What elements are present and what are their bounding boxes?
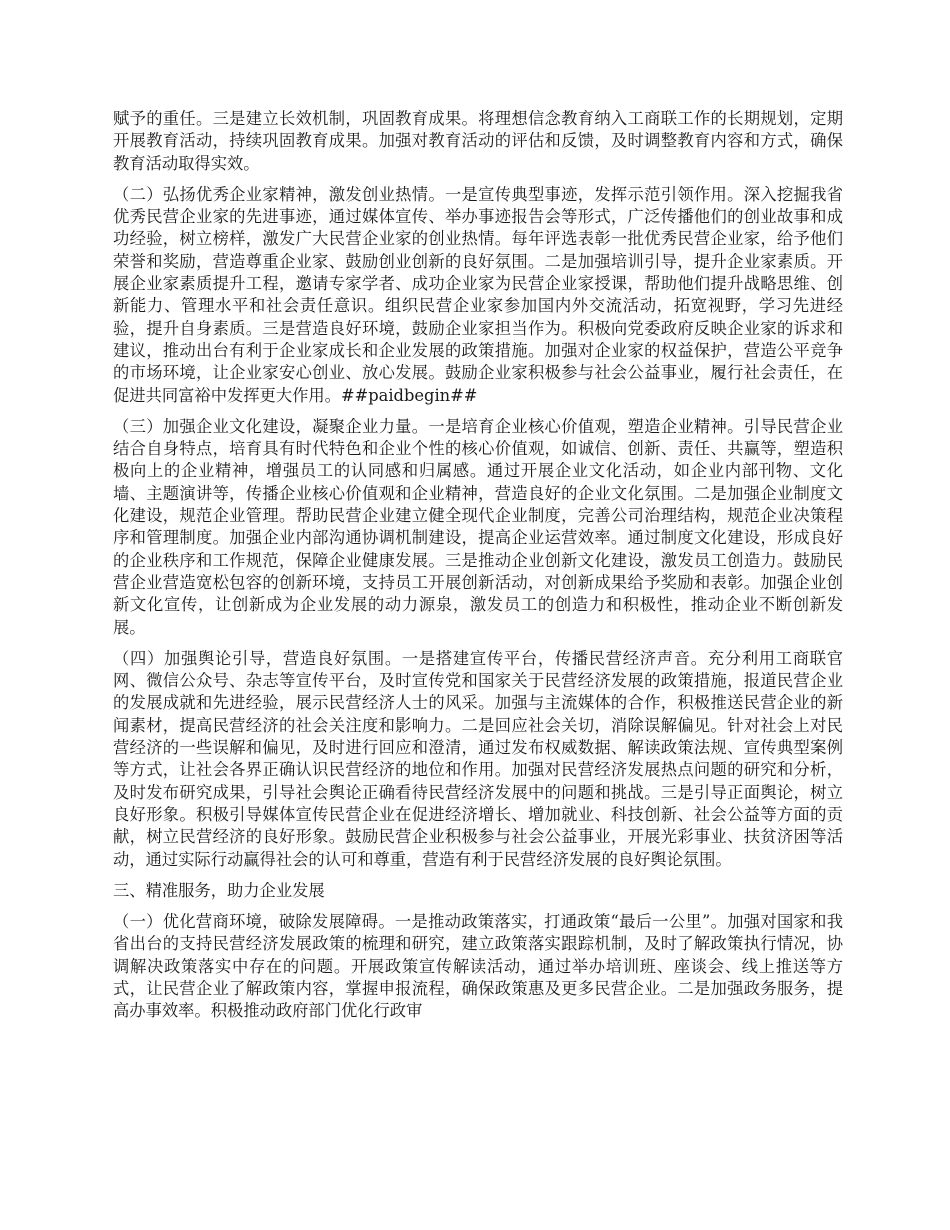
paragraph-entrepreneur-spirit: （二）弘扬优秀企业家精神，激发创业热情。一是宣传典型事迹，发挥示范引领作用。深入挖掘我省优秀民营企业家的先进事迹，通过媒体宣传、举办事迹报告会等形式，广泛传播他们的创业故事和成功经验，树立榜样，激发广大民营企业家的创业热情。每年评选表彰一批优秀民营企业家，给予他们荣誉和奖励，营造尊重企业家、鼓励创业创新的良好氛围。二是加强培训引导，提升企业家素质。开展企业家素质提升工程，邀请专家学者、成功企业家为民营企业家授课，帮助他们提升战略思维、创新能力、管理水平和社会责任意识。组织民营企业家参加国内外交流活动，拓宽视野，学习先进经验，提升自身素质。三是营造良好环境，鼓励企业家担当作为。积极向党委政府反映企业家的诉求和建议，推动出台有利于企业家成长和企业发展的政策措施。加强对企业家的权益保护，营造公平竞争的市场环境，让企业家安心创业、放心发展。鼓励企业家积极参与社会公益事业，履行社会责任，在促进共同富裕中发挥更大作用。##paidbegin## (113, 184, 843, 405)
paragraph-public-opinion: （四）加强舆论引导，营造良好氛围。一是搭建宣传平台，传播民营经济声音。充分利用工商联官网、微信公众号、杂志等宣传平台，及时宣传党和国家关于民营经济发展的政策措施，报道民营企业的发展成就和先进经验，展示民营经济人士的风采。加强与主流媒体的合作，积极推送民营企业的新闻素材，提高民营经济的社会关注度和影响力。二是回应社会关切，消除误解偏见。针对社会上对民营经济的一些误解和偏见，及时进行回应和澄清，通过发布权威数据、解读政策法规、宣传典型案例等方式，让社会各界正确认识民营经济的地位和作用。加强对民营经济发展热点问题的研究和分析，及时发布研究成果，引导社会舆论正确看待民营经济发展中的问题和挑战。三是引导正面舆论，树立良好形象。积极引导媒体宣传民营企业在促进经济增长、增加就业、科技创新、社会公益等方面的贡献，树立民营经济的良好形象。鼓励民营企业积极参与社会公益事业，开展光彩事业、扶贫济困等活动，通过实际行动赢得社会的认可和尊重，营造有利于民营经济发展的良好舆论氛围。 (113, 648, 843, 869)
section-heading-precise-service: 三、精准服务，助力企业发展 (113, 880, 325, 900)
paragraph-education-mechanism: 赋予的重任。三是建立长效机制，巩固教育成果。将理想信念教育纳入工商联工作的长期规划，定期开展教育活动，持续巩固教育成果。加强对教育活动的评估和反馈，及时调整教育内容和方式，确保教育活动取得实效。 (113, 109, 843, 173)
paragraph-business-environment: （一）优化营商环境，破除发展障碍。一是推动政策落实，打通政策“最后一公里”。加强对国家和我省出台的支持民营经济发展政策的梳理和研究，建立政策落实跟踪机制，及时了解政策执行情况，协调解决政策落实中存在的问题。开展政策宣传解读活动，通过举办培训班、座谈会、线上推送等方式，让民营企业了解政策内容，掌握申报流程，确保政策惠及更多民营企业。二是加强政务服务，提高办事效率。积极推动政府部门优化行政审 (113, 912, 843, 1021)
document-body (113, 108, 843, 1032)
paragraph-corporate-culture: （三）加强企业文化建设，凝聚企业力量。一是培育企业核心价值观，塑造企业精神。引导民营企业结合自身特点，培育具有时代特色和企业个性的核心价值观，如诚信、创新、责任、共赢等，塑造积极向上的企业精神，增强员工的认同感和归属感。通过开展企业文化活动，如企业内部刊物、文化墙、主题演讲等，传播企业核心价值观和企业精神，营造良好的企业文化氛围。二是加强企业制度文化建设，规范企业管理。帮助民营企业建立健全现代企业制度，完善公司治理结构，规范企业决策程序和管理制度。加强企业内部沟通协调机制建设，提高企业运营效率。通过制度文化建设，形成良好的企业秩序和工作规范，保障企业健康发展。三是推动企业创新文化建设，激发员工创造力。鼓励民营企业营造宽松包容的创新环境，支持员工开展创新活动，对创新成果给予奖励和表彰。加强企业创新文化宣传，让创新成为企业发展的动力源泉，激发员工的创造力和积极性，推动企业不断创新发展。 (113, 416, 843, 637)
